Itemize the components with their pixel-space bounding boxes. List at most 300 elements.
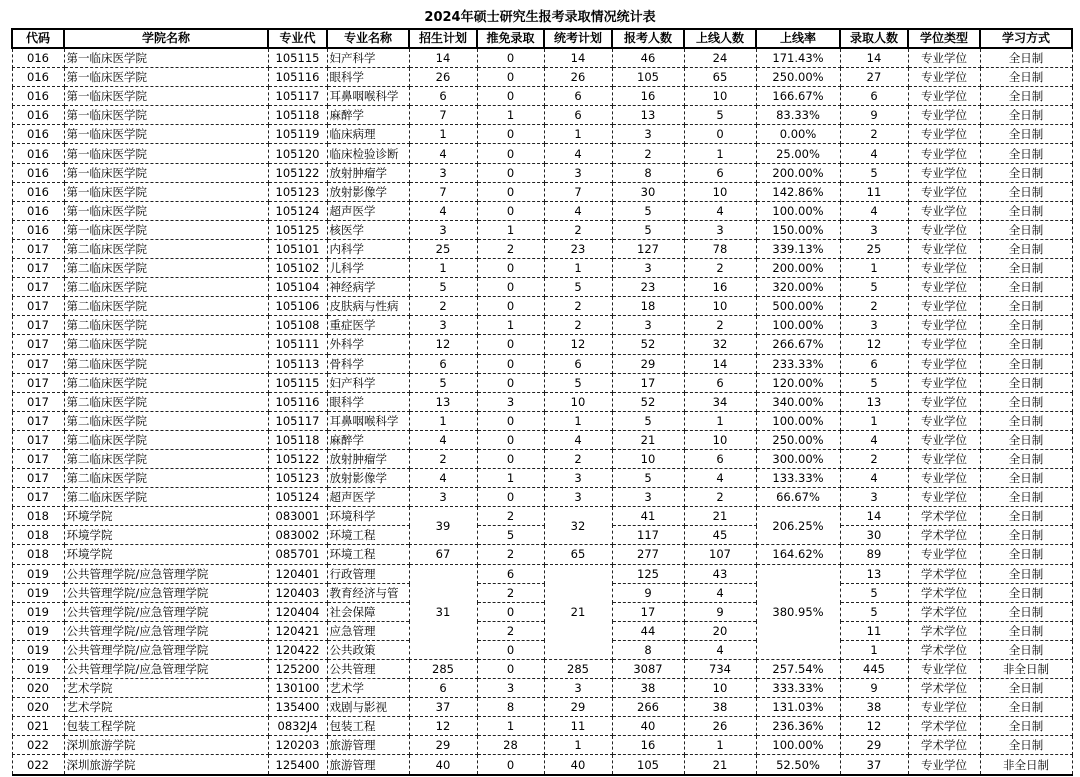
cell-pass-rate: 66.67%	[756, 488, 840, 507]
cell-degree-type: 专业学位	[908, 220, 980, 239]
cell-passed: 10	[684, 679, 756, 698]
cell-code: 017	[12, 335, 64, 354]
cell-degree-type: 专业学位	[908, 182, 980, 201]
cell-major-name: 艺术学	[327, 679, 409, 698]
cell-passed: 4	[684, 201, 756, 220]
cell-applicants: 16	[612, 87, 684, 106]
cell-exempt: 0	[477, 335, 544, 354]
cell-study-mode: 全日制	[980, 583, 1072, 602]
cell-code: 022	[12, 755, 64, 775]
table-row	[12, 698, 1072, 717]
cell-pass-rate: 142.86%	[756, 182, 840, 201]
cell-pass-rate: 250.00%	[756, 68, 840, 87]
cell-major-code: 105116	[268, 392, 327, 411]
cell-admitted: 13	[840, 392, 908, 411]
header-major-name: 专业名称	[327, 29, 409, 48]
cell-degree-type: 专业学位	[908, 488, 980, 507]
table-row	[12, 201, 1072, 220]
cell-college: 第一临床医学院	[64, 106, 268, 125]
cell-plan: 4	[409, 144, 477, 163]
cell-exam-plan: 6	[544, 354, 612, 373]
cell-plan: 4	[409, 201, 477, 220]
cell-exempt: 5	[477, 526, 544, 545]
cell-degree-type: 专业学位	[908, 545, 980, 564]
cell-college: 公共管理学院/应急管理学院	[64, 640, 268, 659]
cell-major-name: 内科学	[327, 239, 409, 258]
cell-degree-type: 学术学位	[908, 507, 980, 526]
cell-admitted: 6	[840, 87, 908, 106]
cell-degree-type: 专业学位	[908, 354, 980, 373]
cell-major-name: 眼科学	[327, 392, 409, 411]
cell-admitted: 27	[840, 68, 908, 87]
cell-plan: 3	[409, 163, 477, 182]
cell-college: 公共管理学院/应急管理学院	[64, 602, 268, 621]
cell-passed: 1	[684, 144, 756, 163]
cell-exam-plan: 1	[544, 736, 612, 755]
cell-exempt: 0	[477, 755, 544, 775]
cell-passed: 45	[684, 526, 756, 545]
header-degree-type: 学位类型	[908, 29, 980, 48]
cell-pass-rate: 133.33%	[756, 469, 840, 488]
table-row	[12, 259, 1072, 278]
cell-admitted: 29	[840, 736, 908, 755]
cell-plan: 6	[409, 354, 477, 373]
cell-major-code: 105122	[268, 449, 327, 468]
cell-degree-type: 学术学位	[908, 583, 980, 602]
cell-admitted: 2	[840, 297, 908, 316]
cell-plan: 285	[409, 660, 477, 679]
cell-college: 包装工程学院	[64, 717, 268, 736]
cell-applicants: 8	[612, 163, 684, 182]
cell-college: 第一临床医学院	[64, 87, 268, 106]
header-major-code: 专业代	[268, 29, 327, 48]
table-row	[12, 660, 1072, 679]
cell-major-name: 环境工程	[327, 545, 409, 564]
cell-degree-type: 专业学位	[908, 755, 980, 775]
cell-admitted: 2	[840, 449, 908, 468]
cell-admitted: 5	[840, 583, 908, 602]
cell-exam-plan: 2	[544, 220, 612, 239]
cell-college: 第二临床医学院	[64, 469, 268, 488]
cell-college: 第二临床医学院	[64, 488, 268, 507]
cell-degree-type: 专业学位	[908, 469, 980, 488]
cell-plan: 12	[409, 335, 477, 354]
cell-exempt: 0	[477, 449, 544, 468]
page-title: 2024年硕士研究生报考录取情况统计表	[424, 10, 656, 25]
cell-code: 017	[12, 297, 64, 316]
cell-code: 017	[12, 373, 64, 392]
cell-pass-rate: 150.00%	[756, 220, 840, 239]
cell-admitted: 1	[840, 259, 908, 278]
cell-pass-rate: 120.00%	[756, 373, 840, 392]
cell-pass-rate: 131.03%	[756, 698, 840, 717]
cell-code: 018	[12, 507, 64, 526]
cell-exempt: 3	[477, 392, 544, 411]
cell-college: 第二临床医学院	[64, 259, 268, 278]
cell-admitted: 37	[840, 755, 908, 775]
cell-study-mode: 全日制	[980, 144, 1072, 163]
cell-plan: 2	[409, 449, 477, 468]
cell-major-code: 105118	[268, 430, 327, 449]
cell-exempt: 0	[477, 411, 544, 430]
cell-code: 019	[12, 602, 64, 621]
cell-college: 环境学院	[64, 526, 268, 545]
cell-applicants: 105	[612, 68, 684, 87]
cell-major-name: 应急管理	[327, 621, 409, 640]
cell-exam-plan: 2	[544, 316, 612, 335]
cell-pass-rate: 500.00%	[756, 297, 840, 316]
table-row	[12, 68, 1072, 87]
cell-code: 019	[12, 660, 64, 679]
cell-passed: 9	[684, 602, 756, 621]
cell-applicants: 3087	[612, 660, 684, 679]
cell-exempt: 0	[477, 640, 544, 659]
cell-passed: 4	[684, 583, 756, 602]
cell-admitted: 13	[840, 564, 908, 583]
cell-college: 第二临床医学院	[64, 373, 268, 392]
cell-study-mode: 全日制	[980, 106, 1072, 125]
table-row	[12, 736, 1072, 755]
cell-major-name: 教育经济与管	[327, 583, 409, 602]
table-row	[12, 392, 1072, 411]
cell-major-code: 125400	[268, 755, 327, 775]
cell-plan: 37	[409, 698, 477, 717]
cell-passed: 32	[684, 335, 756, 354]
cell-code: 022	[12, 736, 64, 755]
cell-study-mode: 非全日制	[980, 660, 1072, 679]
cell-study-mode: 全日制	[980, 640, 1072, 659]
cell-passed: 10	[684, 87, 756, 106]
cell-code: 019	[12, 583, 64, 602]
cell-passed: 2	[684, 488, 756, 507]
cell-code: 016	[12, 106, 64, 125]
cell-exempt: 28	[477, 736, 544, 755]
cell-major-name: 外科学	[327, 335, 409, 354]
cell-college: 第二临床医学院	[64, 335, 268, 354]
cell-exempt: 2	[477, 239, 544, 258]
cell-passed: 16	[684, 278, 756, 297]
cell-exempt: 0	[477, 48, 544, 68]
cell-exempt: 0	[477, 163, 544, 182]
cell-code: 017	[12, 239, 64, 258]
cell-major-name: 公共政策	[327, 640, 409, 659]
cell-applicants: 125	[612, 564, 684, 583]
table-row	[12, 621, 1072, 640]
cell-plan: 5	[409, 278, 477, 297]
header-exam-plan: 统考计划	[544, 29, 612, 48]
table-row	[12, 640, 1072, 659]
cell-pass-rate: 25.00%	[756, 144, 840, 163]
cell-exam-plan: 6	[544, 106, 612, 125]
cell-applicants: 30	[612, 182, 684, 201]
cell-passed: 26	[684, 717, 756, 736]
cell-pass-rate: 171.43%	[756, 48, 840, 68]
cell-plan: 29	[409, 736, 477, 755]
cell-college: 第二临床医学院	[64, 316, 268, 335]
cell-plan: 7	[409, 182, 477, 201]
cell-code: 016	[12, 182, 64, 201]
cell-study-mode: 全日制	[980, 469, 1072, 488]
cell-exempt: 0	[477, 259, 544, 278]
cell-major-code: 120203	[268, 736, 327, 755]
cell-study-mode: 全日制	[980, 373, 1072, 392]
cell-exam-plan: 4	[544, 201, 612, 220]
cell-degree-type: 专业学位	[908, 201, 980, 220]
cell-exempt: 0	[477, 125, 544, 144]
cell-passed: 2	[684, 259, 756, 278]
cell-major-name: 神经病学	[327, 278, 409, 297]
cell-applicants: 21	[612, 430, 684, 449]
cell-pass-rate: 266.67%	[756, 335, 840, 354]
cell-plan: 26	[409, 68, 477, 87]
cell-major-code: 105119	[268, 125, 327, 144]
cell-major-code: 120404	[268, 602, 327, 621]
header-college: 学院名称	[64, 29, 268, 48]
cell-plan: 3	[409, 488, 477, 507]
cell-applicants: 2	[612, 144, 684, 163]
cell-major-code: 120422	[268, 640, 327, 659]
header-exempt: 推免录取	[477, 29, 544, 48]
cell-study-mode: 全日制	[980, 201, 1072, 220]
cell-code: 020	[12, 698, 64, 717]
cell-pass-rate: 320.00%	[756, 278, 840, 297]
cell-passed: 78	[684, 239, 756, 258]
table-row	[12, 449, 1072, 468]
cell-plan: 12	[409, 717, 477, 736]
cell-code: 017	[12, 430, 64, 449]
cell-code: 019	[12, 621, 64, 640]
cell-exempt: 0	[477, 354, 544, 373]
cell-exempt: 1	[477, 220, 544, 239]
cell-study-mode: 全日制	[980, 679, 1072, 698]
cell-major-code: 105111	[268, 335, 327, 354]
cell-code: 019	[12, 640, 64, 659]
cell-major-code: 083001	[268, 507, 327, 526]
cell-major-code: 105117	[268, 87, 327, 106]
cell-major-code: 105113	[268, 354, 327, 373]
cell-code: 017	[12, 392, 64, 411]
cell-college: 第一临床医学院	[64, 182, 268, 201]
cell-applicants: 41	[612, 507, 684, 526]
cell-plan: 1	[409, 411, 477, 430]
cell-applicants: 3	[612, 125, 684, 144]
cell-college: 第二临床医学院	[64, 430, 268, 449]
cell-degree-type: 专业学位	[908, 297, 980, 316]
table-row	[12, 488, 1072, 507]
cell-major-code: 120421	[268, 621, 327, 640]
cell-admitted: 3	[840, 488, 908, 507]
cell-exam-plan: 32	[544, 507, 612, 545]
cell-passed: 38	[684, 698, 756, 717]
cell-plan: 3	[409, 220, 477, 239]
cell-study-mode: 非全日制	[980, 755, 1072, 775]
cell-study-mode: 全日制	[980, 698, 1072, 717]
table-row	[12, 182, 1072, 201]
cell-major-code: 085701	[268, 545, 327, 564]
cell-applicants: 3	[612, 316, 684, 335]
cell-exempt: 0	[477, 430, 544, 449]
cell-applicants: 5	[612, 201, 684, 220]
cell-study-mode: 全日制	[980, 297, 1072, 316]
cell-code: 017	[12, 259, 64, 278]
cell-major-code: 105115	[268, 48, 327, 68]
cell-college: 环境学院	[64, 545, 268, 564]
cell-college: 艺术学院	[64, 698, 268, 717]
cell-college: 第一临床医学院	[64, 68, 268, 87]
table-row	[12, 430, 1072, 449]
cell-degree-type: 学术学位	[908, 564, 980, 583]
cell-study-mode: 全日制	[980, 736, 1072, 755]
cell-college: 第二临床医学院	[64, 449, 268, 468]
cell-passed: 6	[684, 163, 756, 182]
cell-applicants: 5	[612, 411, 684, 430]
cell-college: 第二临床医学院	[64, 411, 268, 430]
cell-major-name: 临床病理	[327, 125, 409, 144]
table-row	[12, 373, 1072, 392]
cell-major-name: 戏剧与影视	[327, 698, 409, 717]
cell-plan: 7	[409, 106, 477, 125]
cell-plan: 2	[409, 297, 477, 316]
cell-code: 016	[12, 201, 64, 220]
cell-major-name: 眼科学	[327, 68, 409, 87]
cell-admitted: 5	[840, 373, 908, 392]
table-row	[12, 297, 1072, 316]
cell-exempt: 2	[477, 507, 544, 526]
table-row	[12, 316, 1072, 335]
cell-exempt: 0	[477, 144, 544, 163]
cell-degree-type: 专业学位	[908, 125, 980, 144]
cell-study-mode: 全日制	[980, 392, 1072, 411]
cell-admitted: 3	[840, 220, 908, 239]
cell-major-name: 皮肤病与性病	[327, 297, 409, 316]
cell-plan: 6	[409, 87, 477, 106]
cell-applicants: 9	[612, 583, 684, 602]
cell-admitted: 5	[840, 278, 908, 297]
cell-major-name: 核医学	[327, 220, 409, 239]
cell-exam-plan: 65	[544, 545, 612, 564]
cell-major-name: 麻醉学	[327, 106, 409, 125]
cell-code: 017	[12, 316, 64, 335]
header-applicants: 报考人数	[612, 29, 684, 48]
cell-degree-type: 学术学位	[908, 717, 980, 736]
cell-major-name: 放射肿瘤学	[327, 449, 409, 468]
table-row	[12, 335, 1072, 354]
cell-college: 第二临床医学院	[64, 297, 268, 316]
cell-pass-rate: 340.00%	[756, 392, 840, 411]
cell-degree-type: 专业学位	[908, 430, 980, 449]
cell-plan: 40	[409, 755, 477, 775]
cell-applicants: 3	[612, 488, 684, 507]
cell-exam-plan: 10	[544, 392, 612, 411]
cell-passed: 4	[684, 640, 756, 659]
cell-pass-rate: 164.62%	[756, 545, 840, 564]
cell-exempt: 0	[477, 373, 544, 392]
cell-admitted: 1	[840, 411, 908, 430]
cell-exempt: 3	[477, 679, 544, 698]
cell-study-mode: 全日制	[980, 163, 1072, 182]
cell-plan: 6	[409, 679, 477, 698]
cell-exempt: 2	[477, 583, 544, 602]
cell-college: 公共管理学院/应急管理学院	[64, 621, 268, 640]
cell-study-mode: 全日制	[980, 526, 1072, 545]
cell-study-mode: 全日制	[980, 602, 1072, 621]
cell-admitted: 9	[840, 679, 908, 698]
cell-study-mode: 全日制	[980, 259, 1072, 278]
cell-major-code: 105118	[268, 106, 327, 125]
cell-applicants: 52	[612, 335, 684, 354]
cell-applicants: 277	[612, 545, 684, 564]
cell-degree-type: 学术学位	[908, 679, 980, 698]
cell-applicants: 8	[612, 640, 684, 659]
cell-passed: 1	[684, 736, 756, 755]
cell-degree-type: 专业学位	[908, 239, 980, 258]
cell-major-code: 105108	[268, 316, 327, 335]
cell-major-name: 旅游管理	[327, 755, 409, 775]
cell-study-mode: 全日制	[980, 430, 1072, 449]
admission-stats-table	[11, 28, 1073, 776]
cell-major-name: 公共管理	[327, 660, 409, 679]
cell-pass-rate: 333.33%	[756, 679, 840, 698]
cell-major-name: 社会保障	[327, 602, 409, 621]
cell-degree-type: 学术学位	[908, 621, 980, 640]
table-row	[12, 469, 1072, 488]
cell-pass-rate: 206.25%	[756, 507, 840, 545]
cell-major-code: 135400	[268, 698, 327, 717]
cell-plan: 1	[409, 125, 477, 144]
cell-exempt: 1	[477, 106, 544, 125]
cell-major-name: 耳鼻咽喉科学	[327, 411, 409, 430]
table-row	[12, 125, 1072, 144]
cell-major-name: 行政管理	[327, 564, 409, 583]
cell-admitted: 5	[840, 602, 908, 621]
cell-degree-type: 专业学位	[908, 87, 980, 106]
cell-study-mode: 全日制	[980, 564, 1072, 583]
cell-pass-rate: 83.33%	[756, 106, 840, 125]
cell-degree-type: 专业学位	[908, 259, 980, 278]
table-row	[12, 679, 1072, 698]
cell-exempt: 0	[477, 68, 544, 87]
cell-exam-plan: 26	[544, 68, 612, 87]
cell-plan: 4	[409, 469, 477, 488]
cell-study-mode: 全日制	[980, 717, 1072, 736]
cell-pass-rate: 250.00%	[756, 430, 840, 449]
cell-admitted: 4	[840, 144, 908, 163]
cell-exam-plan: 2	[544, 449, 612, 468]
cell-admitted: 1	[840, 640, 908, 659]
table-row	[12, 278, 1072, 297]
cell-plan: 39	[409, 507, 477, 545]
cell-admitted: 12	[840, 335, 908, 354]
cell-exempt: 0	[477, 488, 544, 507]
cell-study-mode: 全日制	[980, 354, 1072, 373]
cell-admitted: 6	[840, 354, 908, 373]
cell-exam-plan: 5	[544, 373, 612, 392]
cell-major-code: 105117	[268, 411, 327, 430]
cell-code: 016	[12, 144, 64, 163]
cell-major-name: 骨科学	[327, 354, 409, 373]
cell-degree-type: 专业学位	[908, 411, 980, 430]
cell-passed: 5	[684, 106, 756, 125]
cell-degree-type: 专业学位	[908, 48, 980, 68]
cell-passed: 0	[684, 125, 756, 144]
cell-passed: 34	[684, 392, 756, 411]
cell-exam-plan: 11	[544, 717, 612, 736]
cell-plan: 3	[409, 316, 477, 335]
table-row	[12, 411, 1072, 430]
cell-exam-plan: 21	[544, 564, 612, 659]
cell-degree-type: 专业学位	[908, 660, 980, 679]
cell-applicants: 38	[612, 679, 684, 698]
